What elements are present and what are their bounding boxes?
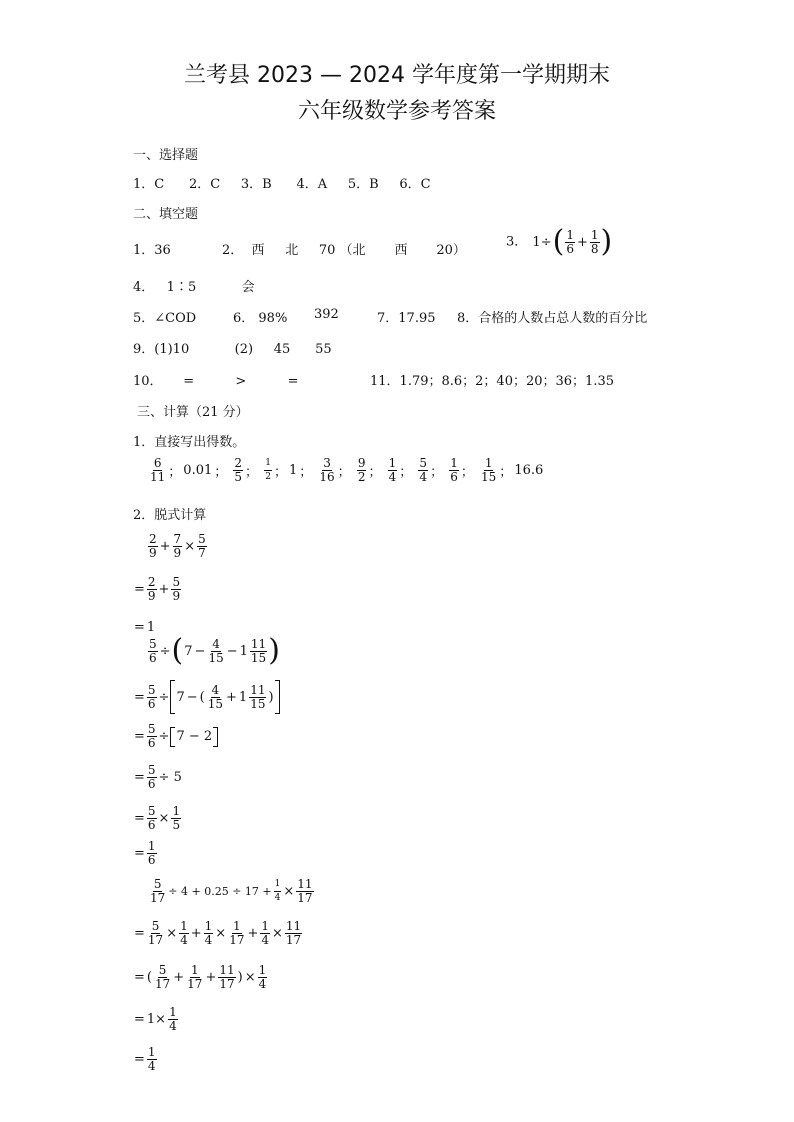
calc-b-line1: $\frac{5}{6}$ ÷(7 − $\frac{4}{15}$ − 1 $\frac{11}{15}$ ) [149, 633, 280, 668]
calc-a-line2: = $\frac{2}{9}$ + $\frac{5}{9}$ [134, 575, 181, 603]
calc-b-line6: = $\frac{1}{6}$ [134, 839, 156, 867]
calc-c-line3: = ( $\frac{5}{17}$ + $\frac{1}{17}$ + $\frac{11}{17}$ ) × $\frac{1}{4}$ [134, 963, 267, 991]
fill-q11: 11．1.79；8.6；2；40；20；36；1.35 [370, 374, 615, 389]
fill-q8: 8．合格的人数占总人数的百分比 [457, 311, 648, 326]
calc-b-line2: = $\frac{5}{6}$ ÷ 7 − ( $\frac{4}{15}$ + 1 $\frac{11}{15}$ ) [133, 680, 280, 714]
fraction: $\frac{1}{6}$ [566, 227, 574, 256]
calc-b-line3: = $\frac{5}{6}$ ÷ 7 − 2 [133, 723, 218, 750]
calc-part2-label: 2．脱式计算 [133, 508, 207, 523]
fraction: $\frac{1}{8}$ [590, 227, 599, 256]
fill-q7: 7．17.95 [377, 311, 436, 326]
fill-q6b: 392 [314, 307, 339, 322]
calc-c-line4: = 1× $\frac{1}{4}$ [134, 1005, 177, 1033]
fill-q1: 1．36 [133, 243, 171, 258]
fill-q5: 5．∠COD [133, 311, 197, 326]
calc-a-line3: = 1 [134, 620, 156, 635]
section-heading-choice: 一、选择题 [133, 148, 199, 163]
section-heading-fill: 二、填空题 [133, 207, 199, 222]
choice-answers: 1．C 2．C 3．B 4．A 5．B 6．C [133, 177, 431, 192]
fill-q10: 10． = > = [133, 374, 299, 389]
calc-part1-label: 1．直接写出得数。 [133, 435, 246, 450]
calc-c-line1: $\frac{5}{17}$ ÷ 4 + 0.25 ÷ 17 + $\frac{1}{4}$ × $\frac{11}{17}$ [150, 877, 313, 905]
fill-q4: 4． 1∶5 会 [133, 280, 255, 295]
direct-answers: $\frac{6}{11}$ ； 0.01 ； $\frac{2}{5}$ ； $\frac{1}{2}$ ； 1 ； $\frac{3}{16}$ ； $\frac{9}{2}$ ； $\frac{1}{4}$ ； $\frac{5}{4}$ ； $\frac{1}{6}$ ； $\frac{1}{15}$ ； 16.6 [150, 456, 544, 484]
fill-q6: 6． 98% [233, 311, 288, 326]
fill-q3: 3． 1÷( $\frac{1}{6}$ + $\frac{1}{8}$ ) [506, 224, 613, 259]
calc-b-line5: = $\frac{5}{6}$ × $\frac{1}{5}$ [134, 804, 181, 832]
fill-q3-expr: 1÷ [532, 234, 552, 250]
calc-b-line4: = $\frac{5}{6}$ ÷ 5 [134, 763, 182, 791]
section-heading-calc: 三、计算（21 分） [137, 405, 249, 420]
page-title: 兰考县 2023 — 2024 学年度第一学期期末 [184, 63, 610, 88]
calc-c-line5: = $\frac{1}{4}$ [134, 1045, 156, 1073]
fill-q2: 2． 西 北 70 （北 西 20） [222, 243, 466, 258]
page-subtitle: 六年级数学参考答案 [297, 99, 496, 124]
calc-a-line1: $\frac{2}{9}$ + $\frac{7}{9}$ × $\frac{5}{7}$ [149, 532, 206, 560]
fill-q3-label: 3． [506, 234, 528, 250]
calc-c-line2: = $\frac{5}{17}$ × $\frac{1}{4}$ + $\frac{1}{4}$ × $\frac{1}{17}$ + $\frac{1}{4}$ × $\frac{11}{17}$ [134, 919, 302, 947]
fill-q9: 9．(1)10 (2) 45 55 [133, 342, 332, 357]
